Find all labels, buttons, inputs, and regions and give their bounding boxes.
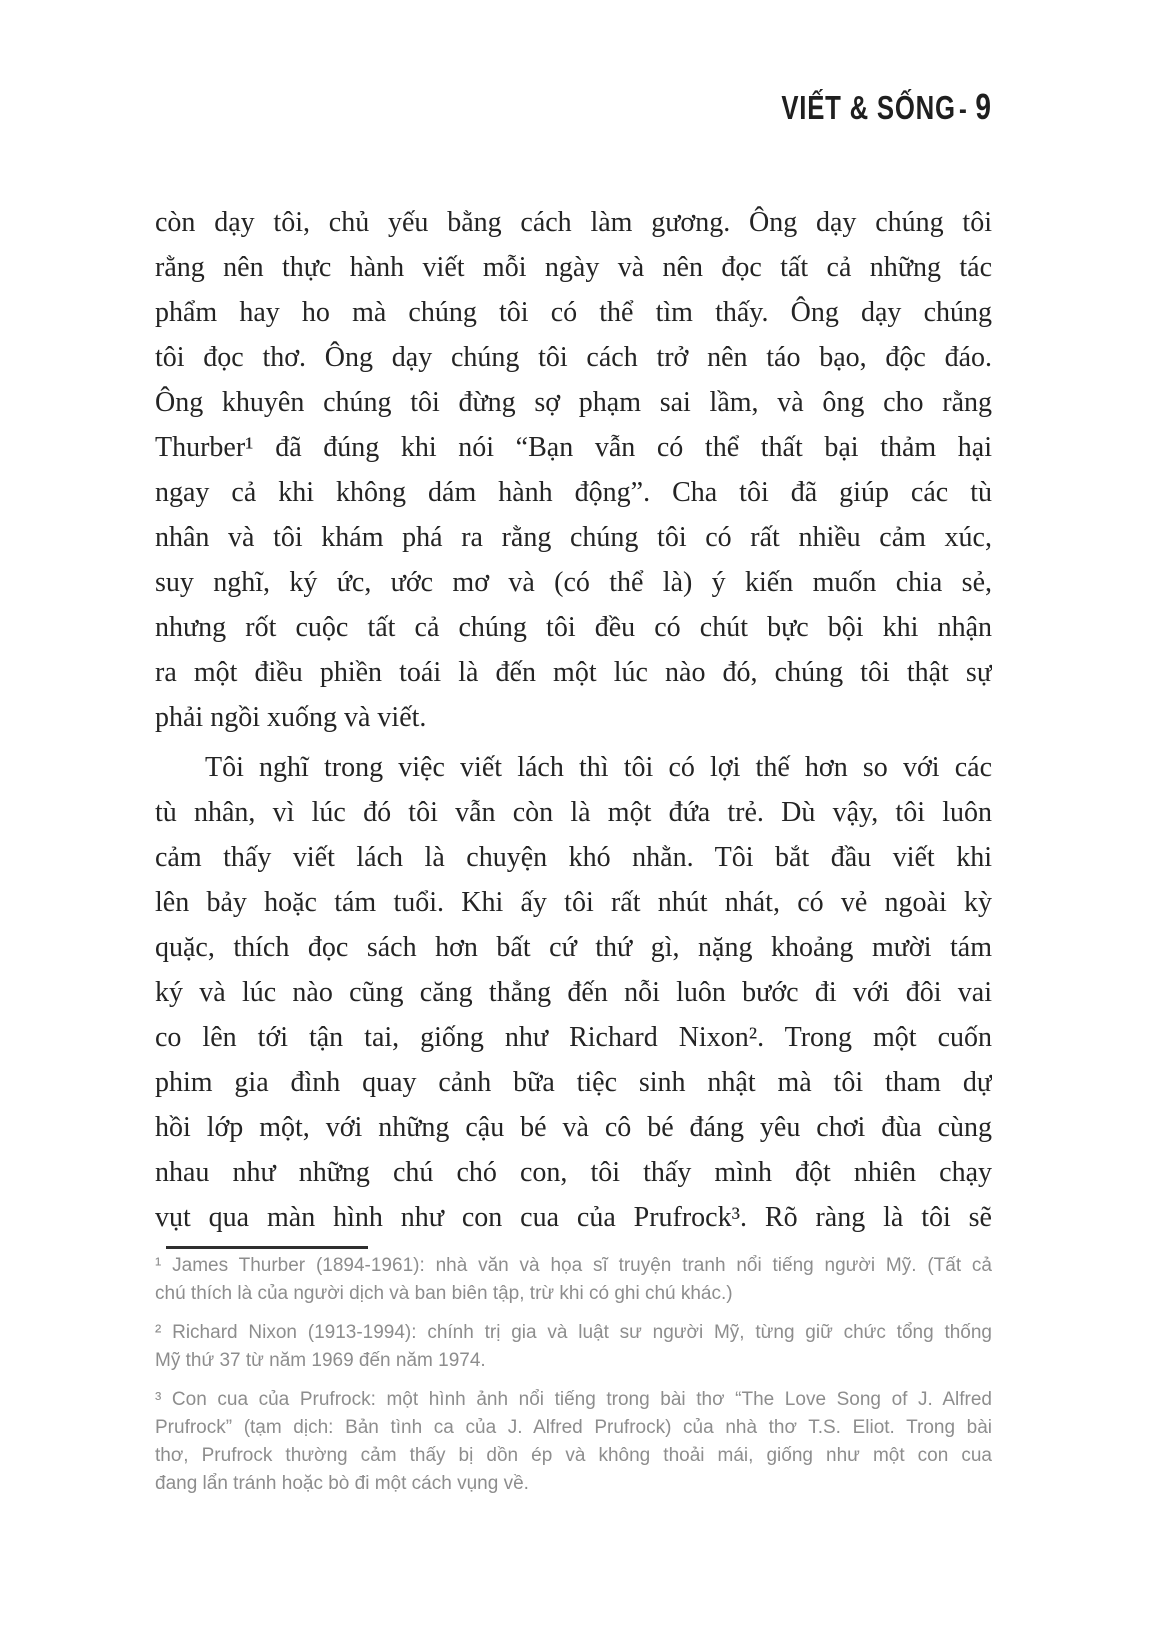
footnotes-section (155, 1252, 992, 1498)
page-body (155, 200, 992, 1240)
book-title: VIẾT & SỐNG (781, 89, 957, 126)
text-line: nhân và tôi khám phá ra rằng chúng tôi có rất nhiều cảm xúc, (155, 522, 992, 553)
text-line: chú thích là của người dịch và ban biên tập, trừ khi có ghi chú khác.) (155, 1283, 733, 1304)
text-line: hồi lớp một, với những cậu bé và cô bé đáng yêu chơi đùa cùng (155, 1112, 992, 1143)
text-line: ký và lúc nào cũng căng thẳng đến nỗi luôn bước đi với đôi vai (155, 977, 992, 1008)
paragraph-1 (155, 200, 992, 740)
page-number: 9 (975, 86, 992, 127)
text-line: vụt qua màn hình như con cua của Prufrock³. Rõ ràng là tôi sẽ (155, 1202, 992, 1233)
text-line: đang lẩn tránh hoặc bò đi một cách vụng về. (155, 1473, 529, 1494)
text-line: tù nhân, vì lúc đó tôi vẫn còn là một đứa trẻ. Dù vậy, tôi luôn (155, 797, 992, 828)
text-line: Thurber¹ đã đúng khi nói “Bạn vẫn có thể thất bại thảm hại (155, 432, 992, 463)
text-line: còn dạy tôi, chủ yếu bằng cách làm gương. Ông dạy chúng tôi (155, 207, 992, 238)
text-line: ¹ James Thurber (1894-1961): nhà văn và họa sĩ truyện tranh nổi tiếng người Mỹ. (Tất cả (155, 1255, 992, 1276)
text-line: phải ngồi xuống và viết. (155, 702, 427, 733)
text-line: lên bảy hoặc tám tuổi. Khi ấy tôi rất nhút nhát, có vẻ ngoài kỳ (155, 887, 992, 918)
paragraph-2 (155, 745, 992, 1240)
text-line: ra một điều phiền toái là đến một lúc nào đó, chúng tôi thật sự (155, 657, 992, 688)
text-line: ³ Con cua của Prufrock: một hình ảnh nổi tiếng trong bài thơ “The Love Song of J. Alfred (155, 1389, 992, 1410)
text-line: cảm thấy viết lách là chuyện khó nhằn. Tôi bắt đầu viết khi (155, 842, 992, 873)
text-line: rằng nên thực hành viết mỗi ngày và nên đọc tất cả những tác (155, 252, 992, 283)
text-line: co lên tới tận tai, giống như Richard Nixon². Trong một cuốn (155, 1022, 992, 1053)
footnote-separator-rule (166, 1246, 368, 1249)
text-line: Tôi nghĩ trong việc viết lách thì tôi có lợi thế hơn so với các (205, 752, 992, 783)
text-line: Ông khuyên chúng tôi đừng sợ phạm sai lầm, và ông cho rằng (155, 387, 992, 418)
header-separator: - (959, 93, 968, 126)
footnote-3 (155, 1386, 992, 1498)
footnote-1 (155, 1252, 992, 1308)
text-line: phẩm hay ho mà chúng tôi có thể tìm thấy. Ông dạy chúng (155, 297, 992, 328)
text-line: tôi đọc thơ. Ông dạy chúng tôi cách trở nên táo bạo, độc đáo. (155, 342, 992, 373)
text-line: nhau như những chú chó con, tôi thấy mình đột nhiên chạy (155, 1157, 992, 1188)
text-line: ngay cả khi không dám hành động”. Cha tôi đã giúp các tù (155, 477, 992, 508)
text-line: Mỹ thứ 37 từ năm 1969 đến năm 1974. (155, 1350, 486, 1371)
text-line: quặc, thích đọc sách hơn bất cứ thứ gì, nặng khoảng mười tám (155, 932, 992, 963)
text-line: Prufrock” (tạm dịch: Bản tình ca của J. Alfred Prufrock) của nhà thơ T.S. Eliot. Trong bài (155, 1417, 992, 1438)
footnote-2 (155, 1319, 992, 1375)
text-line: nhưng rốt cuộc tất cả chúng tôi đều có chút bực bội khi nhận (155, 612, 992, 643)
text-line: suy nghĩ, ký ức, ước mơ và (có thể là) ý kiến muốn chia sẻ, (155, 567, 992, 598)
page-header (782, 86, 992, 128)
text-line: ² Richard Nixon (1913-1994): chính trị gia và luật sư người Mỹ, từng giữ chức tổng thống (155, 1322, 992, 1343)
text-line: phim gia đình quay cảnh bữa tiệc sinh nhật mà tôi tham dự (155, 1067, 992, 1098)
text-line: thơ, Prufrock thường cảm thấy bị dồn ép và không thoải mái, giống như một con cua (155, 1445, 992, 1466)
